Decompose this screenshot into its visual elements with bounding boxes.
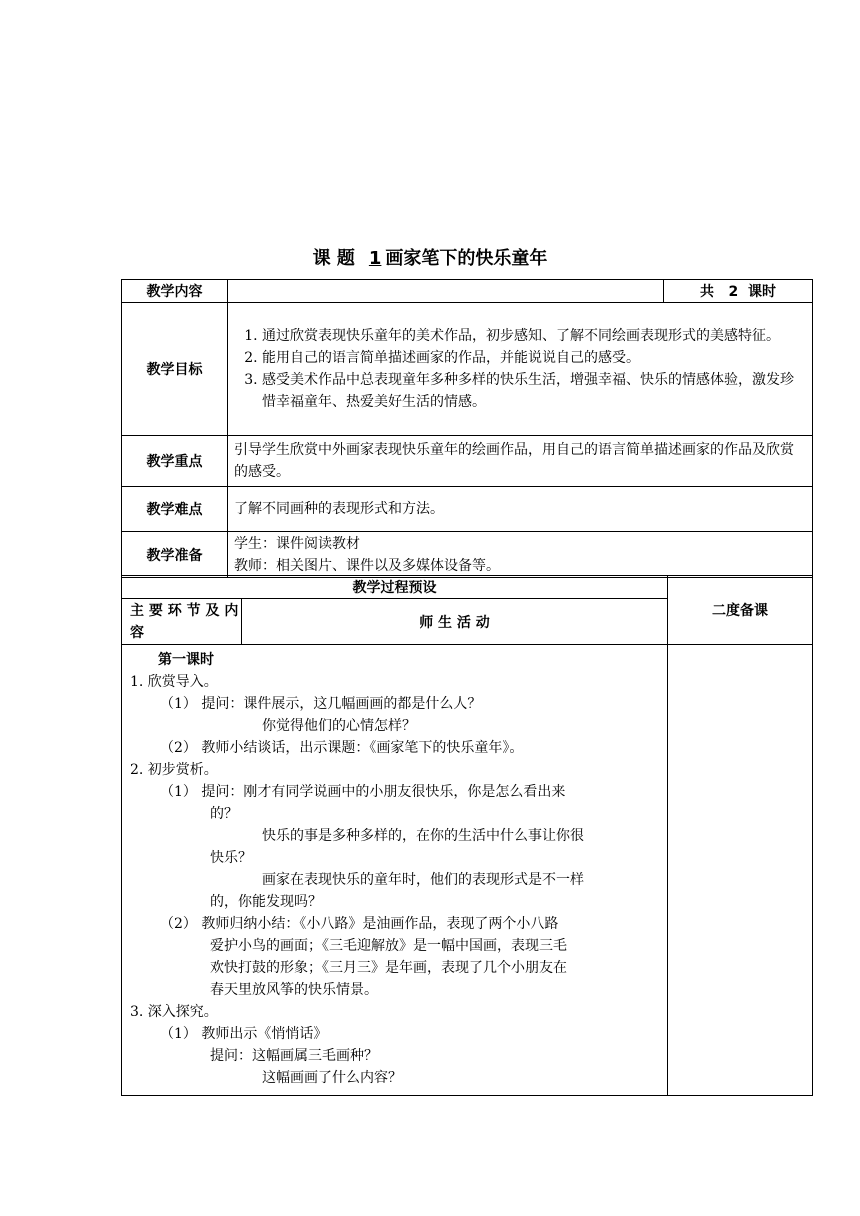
title-name: 画家笔下的快乐童年 [385, 248, 548, 269]
difficulty-text: 了解不同画种的表现形式和方法。 [228, 487, 813, 532]
step-3-1: （1） 教师出示《悄悄话》 [160, 1026, 328, 1042]
step-2-1-a: （1） 提问：刚才有同学说画中的小朋友很快乐，你是怎么看出来 [160, 784, 566, 800]
step-1-2: （2） 教师小结谈话，出示课题：《画家笔下的快乐童年》。 [160, 740, 524, 756]
preparation-student: 学生：课件阅读教材 [234, 535, 360, 552]
step-3: 3. 深入探究。 [130, 1004, 218, 1020]
step-2-1-e: 画家在表现快乐的童年时，他们的表现形式是不一样 [262, 872, 584, 888]
step-3-1-b: 提问：这幅画属三毛画种？ [210, 1048, 378, 1064]
process-body [122, 645, 668, 1096]
hours-cell: 共 2 课时 [664, 280, 813, 303]
lesson-info-table [121, 279, 813, 578]
step-3-1-c: 这幅画画了什么内容？ [262, 1070, 402, 1086]
step-2-2-c: 欢快打鼓的形象；《三月三》是年画，表现了几个小朋友在 [210, 960, 567, 976]
step-2-1-d: 快乐？ [210, 850, 252, 866]
step-2: 2. 初步赏析。 [130, 762, 218, 778]
step-1-1: （1） 提问：课件展示，这几幅画画的都是什么人？ [160, 696, 482, 712]
step-2-2-d: 春天里放风筝的快乐情景。 [210, 982, 378, 998]
step-2-1-f: 的，你能发现吗？ [210, 894, 322, 910]
lesson-title [0, 244, 860, 270]
step-2-1-b: 的？ [210, 806, 238, 822]
second-prep-cell [668, 645, 813, 1096]
process-table [121, 575, 813, 1096]
goals-label: 教学目标 [122, 303, 228, 436]
goals-cell [228, 303, 813, 436]
preparation-label: 教学准备 [122, 532, 228, 578]
difficulty-label: 教学难点 [122, 487, 228, 532]
goal-item: 3. 感受美术作品中总表现童年多种多样的快乐生活，增强幸福、快乐的情感体验，激发珍惜幸福童年、热爱美好生活的情感。 [262, 369, 806, 413]
step-2-1-c: 快乐的事是多种多样的，在你的生活中什么事让你很 [262, 828, 584, 844]
title-prefix: 课 题 [312, 248, 355, 269]
second-prep-header: 二度备课 [668, 576, 813, 645]
goals-list [228, 325, 812, 413]
preparation-cell [228, 532, 813, 578]
col-main-header: 主 要 环 节 及 内容 [122, 599, 242, 645]
step-1: 1. 欣赏导入。 [130, 674, 218, 690]
key-point-label: 教学重点 [122, 436, 228, 487]
step-1-1-b: 你觉得他们的心情怎样？ [262, 718, 416, 734]
goal-item: 2. 能用自己的语言简单描述画家的作品，并能说说自己的感受。 [262, 347, 806, 369]
process-header: 教学过程预设 [122, 576, 668, 599]
step-2-2-a: （2） 教师归纳小结：《小八路》是油画作品，表现了两个小八路 [160, 916, 559, 932]
goal-item: 1. 通过欣赏表现快乐童年的美术作品，初步感知、了解不同绘画表现形式的美感特征。 [262, 325, 806, 347]
step-2-2-b: 爱护小鸟的画面；《三毛迎解放》是一幅中国画，表现三毛 [210, 938, 567, 954]
col-activity-header: 师 生 活 动 [242, 599, 668, 645]
lesson-period-title: 第一课时 [158, 652, 214, 668]
content-label: 教学内容 [122, 280, 228, 303]
key-point-text: 引导学生欣赏中外画家表现快乐童年的绘画作品，用自己的语言简单描述画家的作品及欣赏的感受。 [228, 436, 813, 487]
preparation-teacher: 教师：相关图片、课件以及多媒体设备等。 [234, 557, 500, 574]
content-value [228, 280, 664, 303]
title-number: 1 [368, 248, 382, 269]
